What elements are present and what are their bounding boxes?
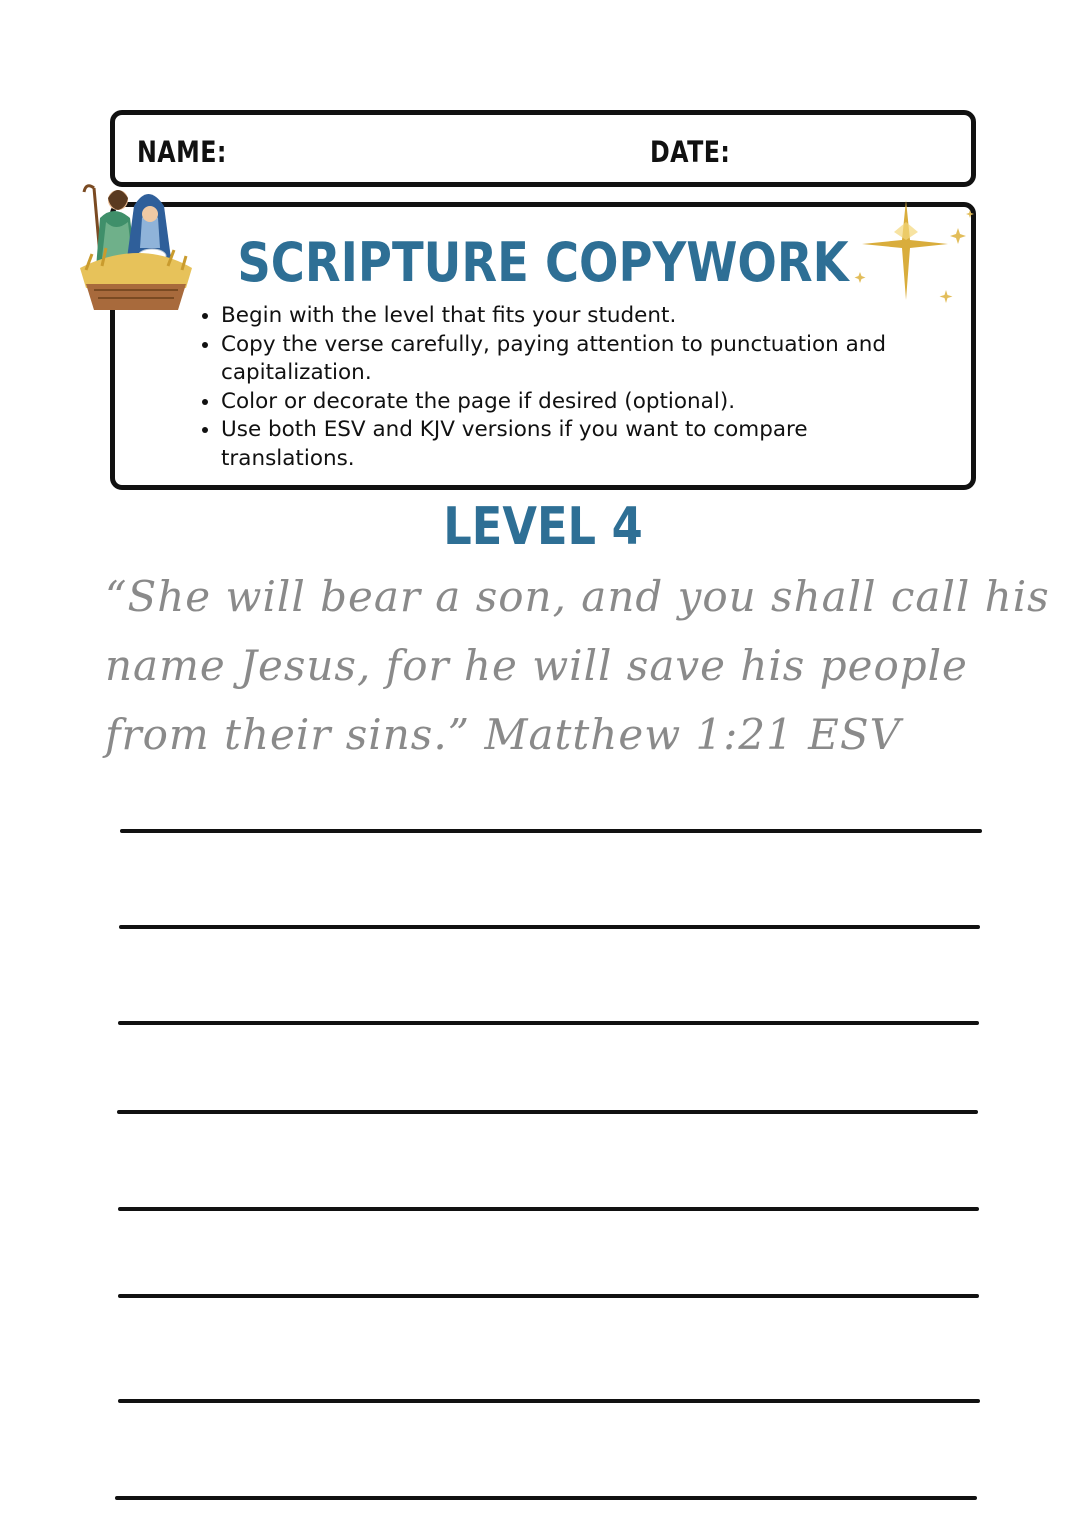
verse-line: “She will bear a son, and you shall call his	[105, 572, 1050, 621]
writing-line[interactable]	[119, 925, 980, 929]
nativity-illustration	[72, 178, 200, 318]
verse-line: name Jesus, for he will save his people	[105, 641, 968, 690]
writing-line[interactable]	[118, 1294, 979, 1298]
page-title: SCRIPTURE COPYWORK	[237, 231, 849, 294]
writing-line[interactable]	[118, 1021, 979, 1025]
gold-star-icon	[848, 192, 978, 304]
instruction-item: • Begin with the level that fits your student.	[221, 302, 901, 331]
writing-line[interactable]	[118, 1399, 980, 1403]
verse-line: from their sins.” Matthew 1:21 ESV	[105, 710, 901, 759]
writing-line[interactable]	[115, 1496, 977, 1500]
writing-line[interactable]	[118, 1207, 979, 1211]
instruction-item: • Copy the verse carefully, paying attention to punctuation and capitalization.	[221, 331, 901, 388]
instruction-item: • Use both ESV and KJV versions if you want to compare translations.	[221, 416, 901, 473]
name-date-box	[110, 110, 976, 187]
verse-trace-text	[105, 562, 1050, 769]
instruction-item: • Color or decorate the page if desired (optional).	[221, 388, 901, 417]
writing-line[interactable]	[117, 1110, 978, 1114]
date-label: DATE:	[650, 135, 731, 169]
instructions-box	[110, 202, 976, 490]
level-title: LEVEL 4	[443, 497, 643, 557]
writing-line[interactable]	[120, 829, 982, 833]
name-label: NAME:	[137, 135, 227, 169]
instructions-list	[195, 302, 901, 473]
